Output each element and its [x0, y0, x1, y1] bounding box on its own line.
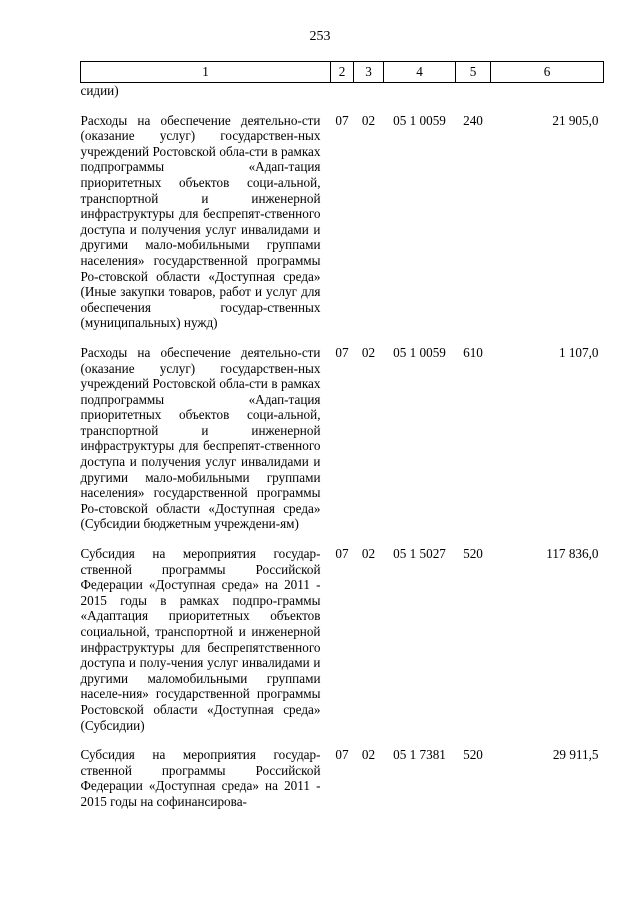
column-header-4: 4	[384, 62, 456, 83]
table-row	[81, 747, 604, 809]
column-header-3: 3	[354, 62, 384, 83]
row-description: Субсидия на мероприятия государ-ственной программы Российской Федерации «Доступная среда» на 2011 - 2015 годы в рамках подпро-граммы «Адаптация приоритетных объектов социальной, транспортной и инженерной инфраструктуры для беспрепятственного доступа и полу-чения услуг инвалидами и другими маломобильными группами населе-ния» государственной программы Ростовской области «Доступная среда» (Субсидии)	[80, 546, 321, 733]
continuation-text: сидии)	[80, 83, 119, 98]
row-subsection: 02	[361, 344, 376, 360]
column-header-6: 6	[491, 62, 604, 83]
row-section: 07	[335, 344, 349, 360]
row-expense-type: 520	[463, 546, 483, 562]
row-subsection: 02	[361, 747, 376, 763]
row-target: 05 1 5027	[393, 546, 446, 562]
row-section: 07	[335, 112, 349, 128]
row-amount: 1 107,0	[558, 344, 599, 360]
row-description: Расходы на обеспечение деятельно-сти (оказание услуг) государствен-ных учреждений Ростовской обла-сти в рамках подпрограммы «Адап-тация приоритетных объектов соци-альной, транспортной и инженерной инфраструктуры для беспрепят-ственного доступа и получения услуг инвалидами и другими мало-мобильными группами населения» государственной программы Ро-стовской области «Доступная среда» (Субсидии бюджетным учреждени-ям)	[80, 344, 321, 532]
row-expense-type: 520	[463, 747, 483, 763]
row-description: Расходы на обеспечение деятельно-сти (оказание услуг) государствен-ных учреждений Ростовской обла-сти в рамках подпрограммы «Адап-тация приоритетных объектов соци-альной, транспортной и инженерной инфраструктуры для беспрепят-ственного доступа и получения услуг инвалидами и другими мало-мобильными группами населения» государственной программы Ро-стовской области «Доступная среда» (Иные закупки товаров, работ и услуг для обеспечения государ-ственных (муниципальных) нужд)	[80, 112, 321, 331]
row-target: 05 1 7381	[393, 747, 446, 763]
table-header-row	[81, 62, 604, 83]
budget-table	[80, 61, 604, 810]
column-header-5: 5	[456, 62, 491, 83]
column-header-2: 2	[331, 62, 354, 83]
row-subsection: 02	[361, 546, 376, 562]
row-section: 07	[335, 546, 349, 562]
table-row	[81, 546, 604, 733]
table-row	[81, 345, 604, 532]
table-row	[81, 113, 604, 331]
row-subsection: 02	[361, 112, 376, 128]
row-amount: 29 911,5	[552, 747, 599, 763]
continuation-row	[81, 83, 604, 99]
row-target: 05 1 0059	[393, 344, 446, 360]
row-amount: 117 836,0	[546, 546, 599, 562]
row-description: Субсидия на мероприятия государ-ственной программы Российской Федерации «Доступная среда» на 2011 - 2015 годы на софинансирова-	[80, 747, 321, 809]
row-expense-type: 610	[463, 344, 483, 360]
page-number: 253	[309, 29, 331, 44]
row-amount: 21 905,0	[552, 112, 599, 128]
row-expense-type: 240	[463, 112, 483, 128]
column-header-1: 1	[81, 62, 331, 83]
row-section: 07	[335, 747, 349, 763]
row-target: 05 1 0059	[393, 112, 446, 128]
